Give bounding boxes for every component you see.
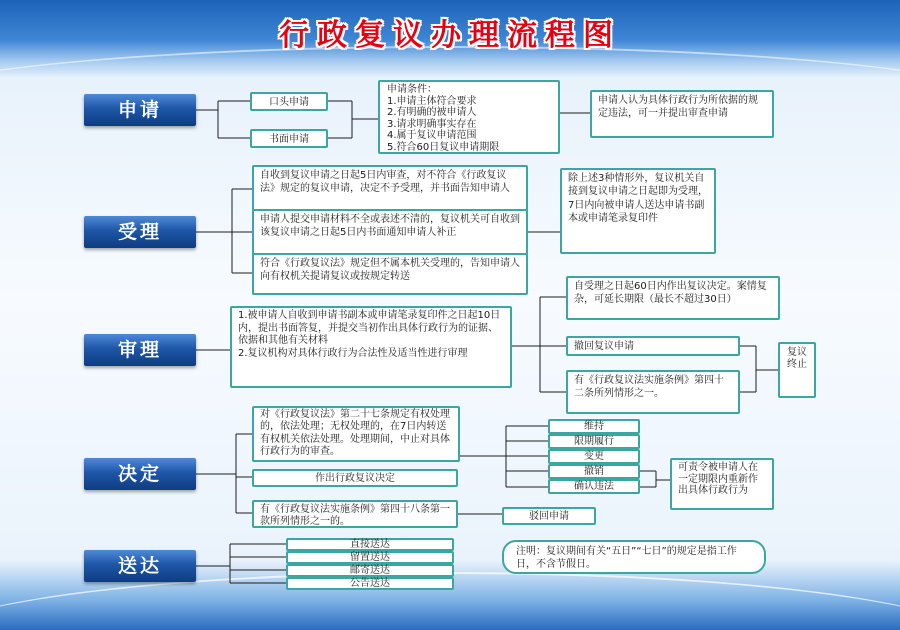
condition-line: 1.申请主体符合要求 bbox=[387, 95, 477, 107]
review-termination-box: 复议终止 bbox=[778, 342, 816, 398]
application-note-box: 申请人认为具体行政行为所依据的规定违法，可一并提出审查申请 bbox=[590, 90, 774, 138]
accept-case-reject-box: 自收到复议申请之日起5日内审查，对不符合《行政复议法》规定的复议申请，决定不予受理，并书面告知申请人 bbox=[252, 165, 528, 211]
delivery-lien: 留置送达 bbox=[286, 551, 454, 564]
delivery-note-box: 注明：复议期间有关“五日”“七日”的规定是指工作日，不含节假日。 bbox=[502, 540, 766, 574]
review-step: 1.被申请人自收到申请书副本或申请笔录复印件之日起10日内，提出书面答复，并提交当初作出具体行政行为的证据、依据和其他有关材料 bbox=[238, 310, 501, 346]
termination-rule-box: 有《行政复议法实施条例》第四十二条所列情形之一。 bbox=[566, 370, 740, 414]
stage-apply: 申请 bbox=[84, 94, 196, 126]
delivery-mail: 邮寄送达 bbox=[286, 564, 454, 577]
outcome-change: 变更 bbox=[548, 449, 640, 464]
outcome-uphold: 维持 bbox=[548, 419, 640, 434]
page-title: 行政复议办理流程图 bbox=[279, 18, 621, 53]
review-deadline-box: 自受理之日起60日内作出复议决定。案情复杂，可延长期限（最长不超过30日） bbox=[566, 276, 780, 320]
accept-case-transfer-box: 符合《行政复议法》规定但不属本机关受理的，告知申请人向有权机关提请复议或按规定转送 bbox=[252, 253, 528, 295]
outcome-confirm-illegal: 确认违法 bbox=[548, 479, 640, 494]
application-conditions-box bbox=[378, 80, 560, 154]
condition-line: 2.有明确的被申请人 bbox=[387, 107, 477, 119]
accept-note-box: 除上述3种情形外，复议机关自接到复议申请之日起即为受理，7日内向被申请人送达申请书副本或申请笔录复印件 bbox=[560, 168, 716, 254]
stage-review: 审理 bbox=[84, 334, 196, 366]
condition-line: 5.符合60日复议申请期限 bbox=[387, 141, 500, 153]
review-main-box bbox=[230, 306, 512, 388]
delivery-direct: 直接送达 bbox=[286, 538, 454, 551]
decide-transfer-box: 对《行政复议法》第二十七条规定有权处理的，依法处理；无权处理的，在7日内转送有权机关依法处理。处理期间，中止对具体行政行为的审查。 bbox=[252, 406, 460, 462]
accept-case-supplement-box: 申请人提交申请材料不全或表述不清的，复议机关可自收到该复议申请之日起5日内书面通知申请人补正 bbox=[252, 209, 528, 255]
written-application-box: 书面申请 bbox=[250, 129, 328, 148]
make-decision-box: 作出行政复议决定 bbox=[252, 469, 458, 487]
outcome-perform: 限期履行 bbox=[548, 434, 640, 449]
condition-line: 申请条件： bbox=[387, 84, 437, 95]
article-48-box: 有《行政复议法实施条例》第四十八条第一款所列情形之一的。 bbox=[252, 500, 458, 528]
withdraw-application-box: 撤回复议申请 bbox=[566, 336, 740, 356]
review-step: 2.复议机构对具体行政行为合法性及适当性进行审理 bbox=[238, 347, 468, 359]
condition-line: 3.请求明确事实存在 bbox=[387, 118, 477, 130]
delivery-announce: 公告送达 bbox=[286, 577, 454, 590]
oral-application-box: 口头申请 bbox=[250, 92, 328, 111]
order-redo-box: 可责令被申请人在一定期限内重新作出具体行政行为 bbox=[670, 458, 774, 510]
stage-deliver: 送达 bbox=[84, 550, 196, 582]
stage-accept: 受理 bbox=[84, 216, 196, 248]
stage-decide: 决定 bbox=[84, 458, 196, 490]
outcome-revoke: 撤销 bbox=[548, 464, 640, 479]
condition-line: 4.属于复议申请范围 bbox=[387, 130, 477, 142]
reject-application-box: 驳回申请 bbox=[502, 507, 596, 525]
